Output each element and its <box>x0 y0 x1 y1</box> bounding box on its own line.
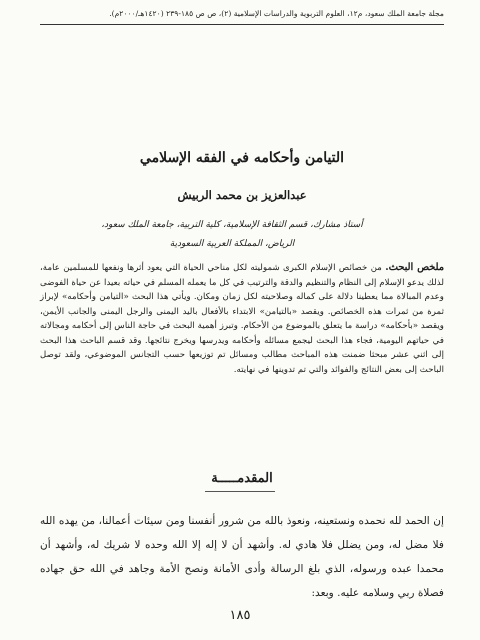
introduction-heading: المقدمـــــة <box>211 471 273 486</box>
heading-underline <box>205 491 275 492</box>
affiliation-line-2: الرياض، المملكة العربية السعودية <box>169 239 295 249</box>
running-header: مجلة جامعة الملك سعود، م١٢، العلوم التربوية والدراسات الإسلامية (٢)، ص ص ١٨٥-٢٣٩ (١٤٢٠هـ/٢٠٠٠م). <box>109 9 444 18</box>
abstract-text: من خصائص الإسلام الكبرى شموليته لكل مناحي الحياة التي يعود أثرها ونفعها للمسلمين عامة، لذلك يدعو الإسلام إلى النظام والتنظيم والدقة والترتيب في كل ما يعمله المسلم في حياته بعيدا عن حياة الفوضى وعدم المبالاة مما يعطينا دلالة على كماله وصلاحيته لكل زمان ومكان. ويأتي هذا البحث «التيامن وأحكامه» لإبراز ثمرة من ثمرات هذه الخصائص. ويقصد «بالتيامن» الابتداء بالأفعال باليد اليمنى والرجل اليمنى والجانب الأيمن، ويقصد «بأحكامه» دراسة ما يتعلق بالموضوع من الأحكام. وتبرز أهمية البحث في حاجة الناس إلى أحكامه ومجالاته في حياتهم اليومية، فجاء هذا البحث ليجمع مسائله وأحكامه ويدرسها ويخرج نتائجها. وقد قسم الباحث هذا البحث إلى اثني عشر مبحثا ضمنت هذه المباحث مطالب ومسائل تم توزيعها حسب التجانس الموضوعي، ولقد توصل الباحث إلى بعض النتائج والفوائد والتي تم تدوينها في نهايته. <box>40 263 444 375</box>
abstract-label: ملخص البحث. <box>385 262 444 273</box>
page-number: ١٨٥ <box>229 608 251 623</box>
introduction-text: إن الحمد لله نحمده ونستعينه، ونعوذ بالله من شرور أنفسنا ومن سيئات أعمالنا، من يهده الله فلا مضل له، ومن يضلل فلا هادي له. وأشهد أن لا إله إلا الله وحده لا شريك له، وأشهد أن محمدا عبده ورسوله، الذي بلغ الرسالة وأدى الأمانة ونصح الأمة وجاهد في الله حق جهاده فصلاة ربي وسلامه عليه. وبعد: <box>40 514 444 599</box>
article-title: التيامن وأحكامه في الفقه الإسلامي <box>139 150 345 166</box>
author-name: عبدالعزيز بن محمد الربيش <box>177 188 307 202</box>
abstract <box>40 261 444 377</box>
header-rule <box>40 24 444 25</box>
author-affiliation <box>40 216 424 254</box>
affiliation-line-1: أستاذ مشارك، قسم الثقافة الإسلامية، كلية التربية، جامعة الملك سعود، <box>101 220 363 230</box>
